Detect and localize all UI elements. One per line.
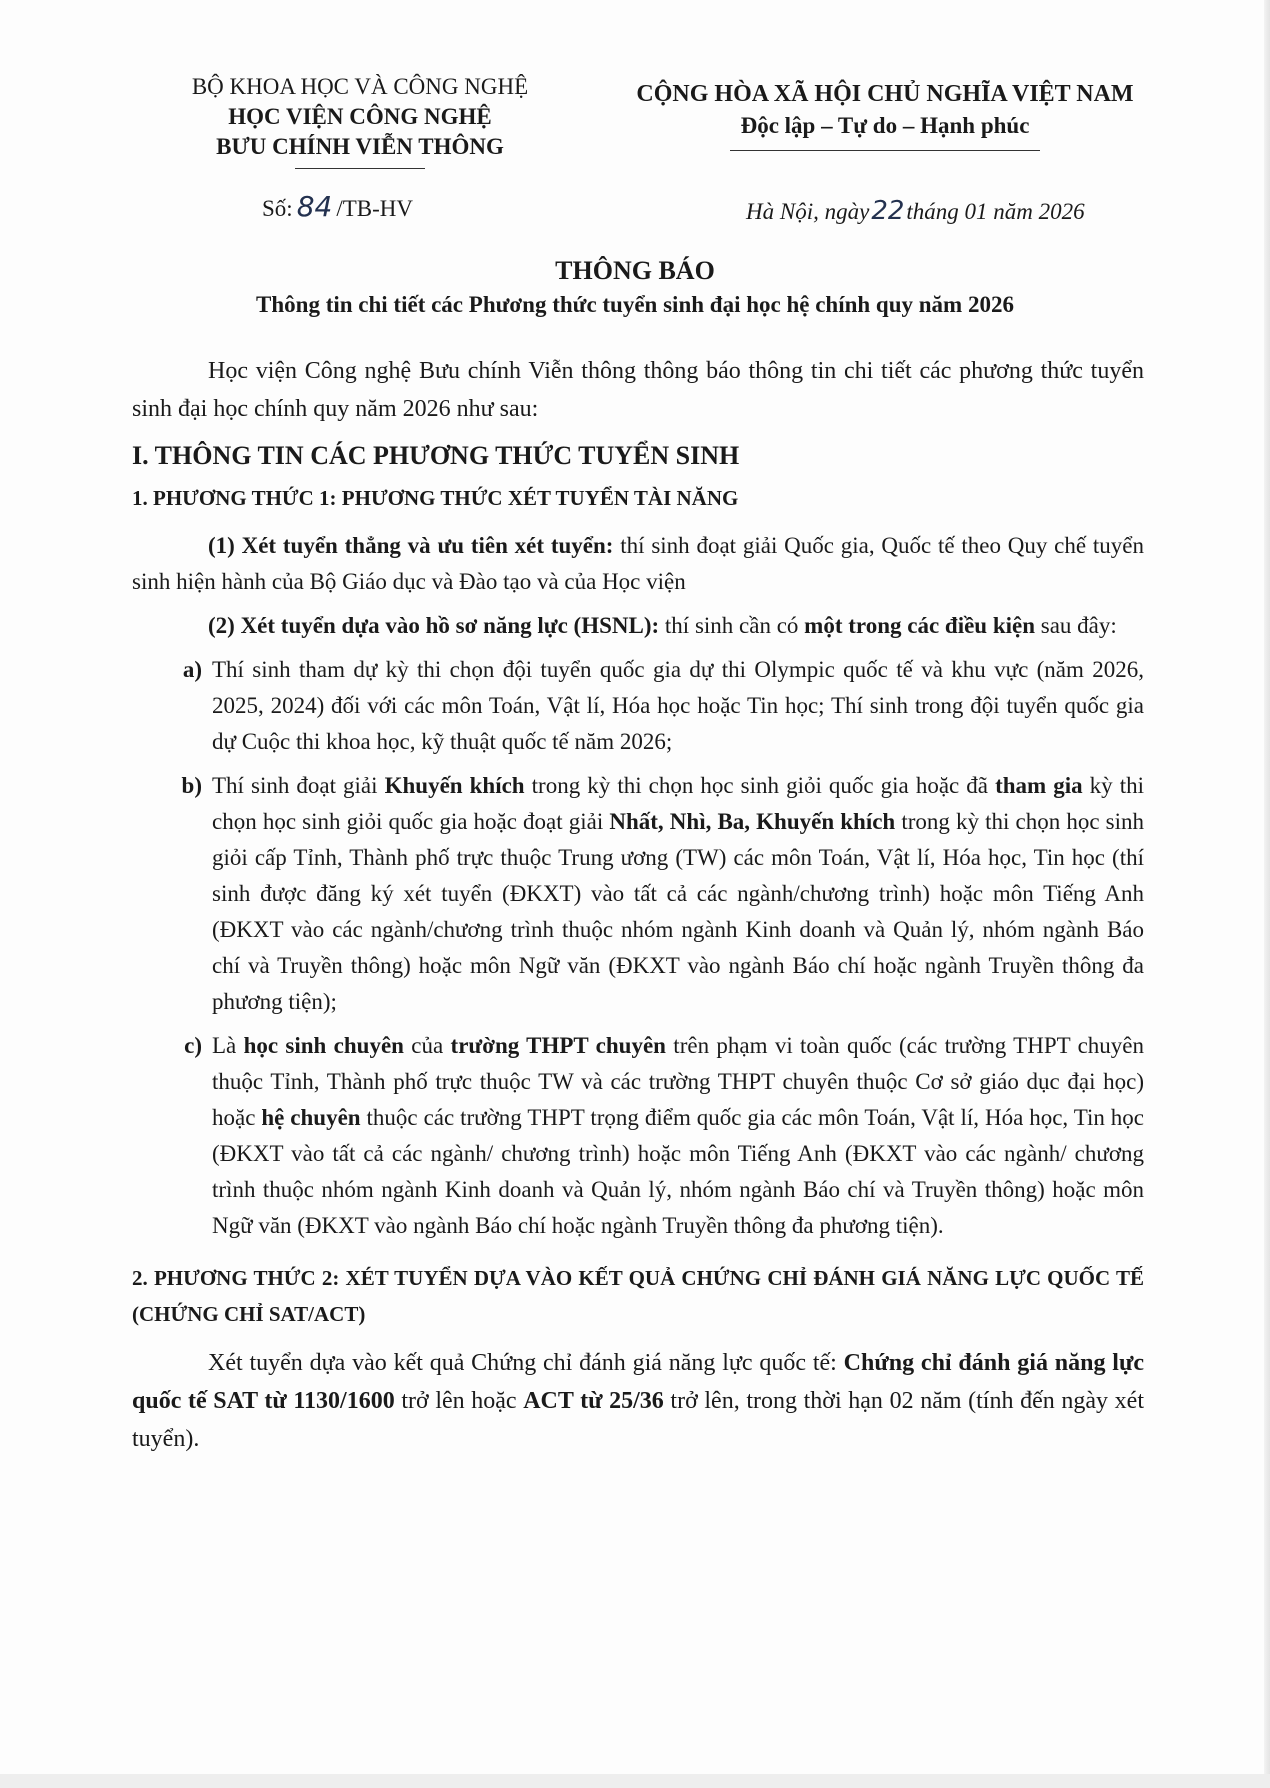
condition-b-b2: tham gia (995, 773, 1083, 798)
document-title: THÔNG BÁO (555, 256, 715, 285)
scan-right-edge (1264, 0, 1270, 1788)
header-right-underline (730, 150, 1040, 151)
institute-name-line1: HỌC VIỆN CÔNG NGHỆ (228, 104, 492, 129)
method2-heading: 2. PHƯƠNG THỨC 2: XÉT TUYỂN DỰA VÀO KẾT QUẢ CHỨNG CHỈ ĐÁNH GIÁ NĂNG LỰC QUỐC TẾ (CHỨNG CHỈ SAT/ACT) (132, 1266, 1144, 1326)
condition-list (132, 652, 1144, 1244)
scan-bottom-edge (0, 1774, 1270, 1788)
condition-b-marker: b) (181, 773, 202, 798)
docno-handwritten-number: 84 (296, 190, 333, 223)
method1-item2-title: (2) Xét tuyển dựa vào hồ sơ năng lực (HSNL): (208, 613, 660, 638)
method1-item2-text: thí sinh cần có (659, 613, 805, 638)
docno-suffix: /TB-HV (336, 196, 413, 221)
method2-t3: trở lên, trong thời hạn 02 năm (tính đến ngày xét tuyển). (132, 1388, 1144, 1452)
condition-b-t1: Thí sinh đoạt giải (212, 773, 385, 798)
condition-a (132, 652, 1144, 760)
condition-c-t3: trên phạm vi toàn quốc (các trường THPT chuyên thuộc Tỉnh, Thành phố trực thuộc TW và các trường THPT chuyên thuộc Cơ sở giáo dục đại học) hoặc (212, 1033, 1145, 1130)
method2-paragraph (132, 1344, 1144, 1458)
condition-c-t1: Là (212, 1033, 244, 1058)
institute-name-line2: BƯU CHÍNH VIỄN THÔNG (216, 134, 504, 159)
republic-name: CỘNG HÒA XÃ HỘI CHỦ NGHĨA VIỆT NAM (636, 81, 1134, 107)
document-number (262, 190, 413, 223)
method1-item2-text2: sau đây: (1035, 613, 1117, 638)
method1-item1 (132, 528, 1144, 600)
method2-b2: ACT từ 25/36 (523, 1388, 664, 1414)
method1-heading: 1. PHƯƠNG THỨC 1: PHƯƠNG THỨC XÉT TUYỂN TÀI NĂNG (132, 486, 739, 510)
date-part1: Hà Nội, ngày (746, 199, 870, 224)
intro-paragraph: Học viện Công nghệ Bưu chính Viễn thông thông báo thông tin chi tiết các phương thức tuyển sinh đại học chính quy năm 2026 như sau: (132, 358, 1144, 422)
issuer-header (150, 72, 570, 169)
condition-b-b3: Nhất, Nhì, Ba, Khuyến khích (609, 809, 896, 834)
condition-c-b1: học sinh chuyên (243, 1033, 404, 1058)
national-motto: Độc lập – Tự do – Hạnh phúc (740, 113, 1030, 138)
condition-c-marker: c) (184, 1033, 202, 1058)
document-body (132, 352, 1144, 1458)
date-part2: tháng 01 năm 2026 (906, 199, 1085, 224)
docno-prefix: Số: (262, 196, 293, 221)
national-header (600, 78, 1170, 151)
condition-a-marker: a) (182, 657, 202, 682)
condition-b-t4: trong kỳ thi chọn học sinh giỏi cấp Tỉnh, Thành phố trực thuộc Trung ương (TW) các môn Toán, Vật lí, Hóa học, Tin học (thí sinh được đăng ký xét tuyển (ĐKXT) vào tất cả các ngành/chương trình) hoặc môn Tiếng Anh (ĐKXT vào các ngành/chương trình thuộc nhóm ngành Kinh doanh và Quản lý, nhóm ngành Báo chí và Truyền thông) hoặc môn Ngữ văn (ĐKXT vào ngành Báo chí hoặc ngành Truyền thông đa phương tiện); (212, 809, 1144, 1014)
condition-b-b1: Khuyến khích (384, 773, 525, 798)
header-left-underline (295, 168, 425, 169)
condition-c-b2: trường THPT chuyên (450, 1033, 666, 1058)
method2-t1: Xét tuyển dựa vào kết quả Chứng chỉ đánh giá năng lực quốc tế: (208, 1350, 844, 1376)
method1-item2 (132, 608, 1144, 644)
condition-c-t2: của (403, 1033, 451, 1058)
date-handwritten-day: 22 (871, 196, 905, 226)
ministry-name: BỘ KHOA HỌC VÀ CÔNG NGHỆ (191, 74, 529, 99)
condition-c-b3: hệ chuyên (261, 1105, 361, 1130)
condition-a-text: Thí sinh tham dự kỳ thi chọn đội tuyển quốc gia dự thi Olympic quốc tế và khu vực (năm 2026, 2025, 2024) đối với các môn Toán, Vật lí, Hóa học hoặc Tin học; Thí sinh trong đội tuyển quốc gia dự Cuộc thi khoa học, kỹ thuật quốc tế năm 2026; (212, 657, 1144, 754)
document-subtitle: Thông tin chi tiết các Phương thức tuyển sinh đại học hệ chính quy năm 2026 (256, 292, 1014, 317)
condition-b-t2: trong kỳ thi chọn học sinh giỏi quốc gia hoặc đã (524, 773, 996, 798)
condition-b-text (212, 768, 1144, 1020)
condition-c-t4: thuộc các trường THPT trọng điểm quốc gia các môn Toán, Vật lí, Hóa học, Tin học (ĐKXT vào tất cả các ngành/ chương trình) hoặc môn Tiếng Anh (ĐKXT vào các ngành/ chương trình thuộc nhóm ngành Kinh doanh và Quản lý, nhóm ngành Báo chí và Truyền thông) hoặc môn Ngữ văn (ĐKXT vào ngành Báo chí hoặc ngành Truyền thông đa phương tiện). (212, 1105, 1144, 1238)
condition-b (132, 768, 1144, 1020)
method1-item1-title: (1) Xét tuyển thẳng và ưu tiên xét tuyển: (208, 533, 614, 558)
method2-t2: trở lên hoặc (394, 1388, 524, 1414)
section1-heading: I. THÔNG TIN CÁC PHƯƠNG THỨC TUYỂN SINH (132, 441, 740, 470)
condition-c-text (212, 1028, 1144, 1244)
condition-b-t3: kỳ thi chọn học sinh giỏi quốc gia hoặc đoạt giải (212, 773, 1145, 834)
method1-item2-emphasis: một trong các điều kiện (804, 613, 1036, 638)
method1-item1-text: thí sinh đoạt giải Quốc gia, Quốc tế theo Quy chế tuyển sinh hiện hành của Bộ Giáo dục và Đào tạo và của Học viện (132, 533, 1144, 594)
date-line (746, 196, 1085, 226)
method2-b1: Chứng chỉ đánh giá năng lực quốc tế SAT từ 1130/1600 (132, 1350, 1144, 1414)
condition-c (132, 1028, 1144, 1244)
